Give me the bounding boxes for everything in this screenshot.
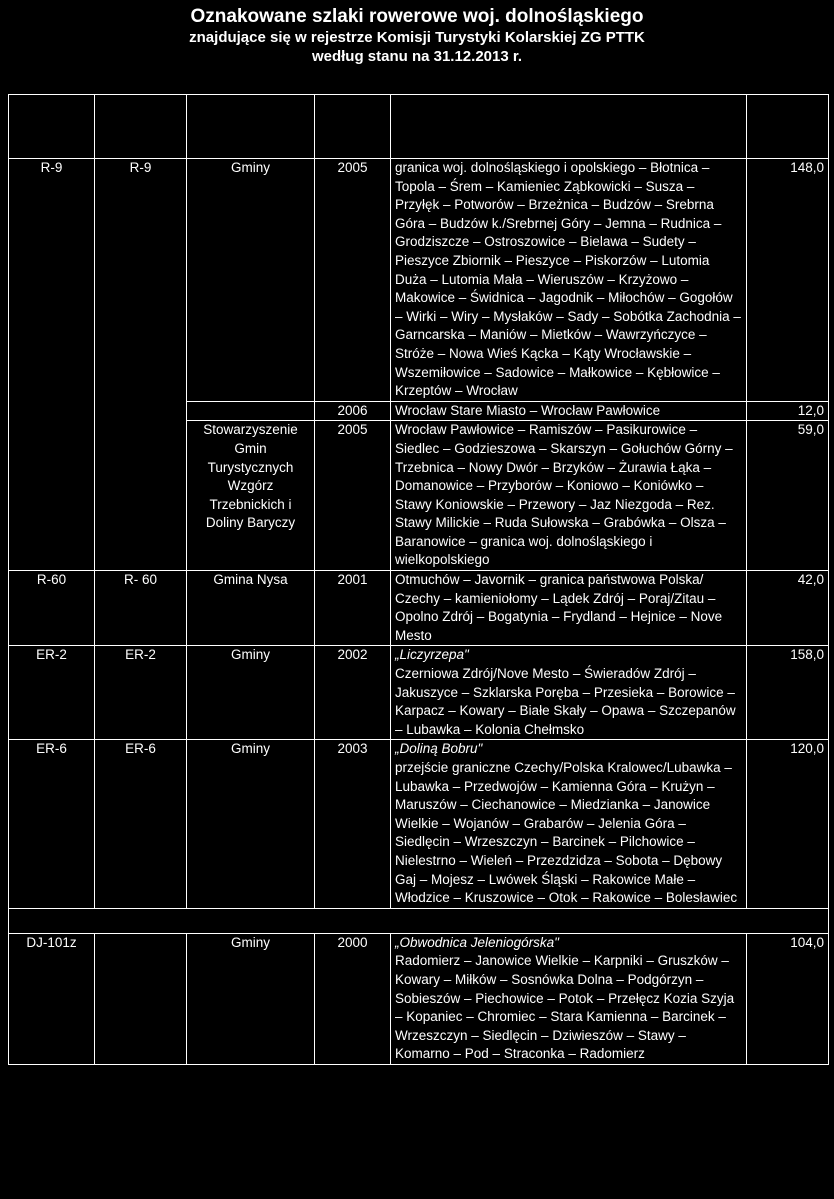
header-cell bbox=[187, 95, 315, 159]
trails-table bbox=[8, 94, 829, 1065]
header-cell bbox=[747, 95, 829, 159]
header-cell bbox=[95, 95, 187, 159]
table-row bbox=[9, 159, 829, 402]
trail-owner: Gminy bbox=[187, 933, 315, 1064]
trail-name: „Doliną Bobru" bbox=[395, 741, 483, 757]
table-row bbox=[9, 571, 829, 646]
trail-route-cell bbox=[391, 740, 747, 908]
document-date-line: według stanu na 31.12.2013 r. bbox=[311, 48, 523, 65]
trail-length: 158,0 bbox=[747, 646, 829, 740]
table-header-row bbox=[9, 95, 829, 159]
trail-owner: Stowarzyszenie Gmin Turystycznych Wzgórz Trzebnickich i Doliny Baryczy bbox=[187, 421, 315, 571]
trail-length: 120,0 bbox=[747, 740, 829, 908]
table-row bbox=[9, 740, 829, 908]
trail-code: R-60 bbox=[9, 571, 95, 646]
trail-owner: Gminy bbox=[187, 646, 315, 740]
trail-owner bbox=[187, 401, 315, 421]
trail-code-alt: R-9 bbox=[95, 159, 187, 571]
document-header bbox=[0, 0, 834, 94]
trail-year: 2001 bbox=[315, 571, 391, 646]
trail-length: 148,0 bbox=[747, 159, 829, 402]
trail-code: DJ-101z bbox=[9, 933, 95, 1064]
trail-route-cell bbox=[391, 933, 747, 1064]
trail-owner: Gmina Nysa bbox=[187, 571, 315, 646]
trail-route: Wrocław Pawłowice – Ramiszów – Pasikurowice – Siedlec – Godzieszowa – Skarszyn – Gołuchów Górny – Trzebnica – Nowy Dwór – Brzyków – Żurawia Łąka – Domanowice – Przyborów – Koniowo – Koniówko – Stawy Koniowskie – Przewory – Jaz Niezgoda – Rez. Stawy Milickie – Ruda Sułowska – Grabówka – Olsza – Baranowice – granica woj. dolnośląskiego i wielkopolskiego bbox=[391, 421, 747, 571]
document-title: Oznakowane szlaki rowerowe woj. dolnośląskiego bbox=[190, 6, 644, 27]
table-row bbox=[9, 646, 829, 740]
header-cell bbox=[315, 95, 391, 159]
trail-owner: Gminy bbox=[187, 740, 315, 908]
trail-code-alt: ER-6 bbox=[95, 740, 187, 908]
trail-code: ER-6 bbox=[9, 740, 95, 908]
trail-code-alt bbox=[95, 933, 187, 1064]
trail-route: Radomierz – Janowice Wielkie – Karpniki – Gruszków – Kowary – Miłków – Sosnówka Dolna – Podgórzyn – Sobieszów – Piechowice – Potok – Przełęcz Kozia Szyja – Kopaniec – Chromiec – Stara Kamienna – Barcinek – Wrzeszczyn – Siedlęcin – Dziwieszów – Stawy – Komarno – Pod – Straconka – Radomierz bbox=[395, 953, 735, 1062]
trail-code-alt: ER-2 bbox=[95, 646, 187, 740]
section-spacer-row bbox=[9, 908, 829, 933]
header-cell bbox=[391, 95, 747, 159]
trail-code: ER-2 bbox=[9, 646, 95, 740]
trail-code-alt: R- 60 bbox=[95, 571, 187, 646]
trail-year: 2000 bbox=[315, 933, 391, 1064]
trail-year: 2005 bbox=[315, 421, 391, 571]
trail-length: 12,0 bbox=[747, 401, 829, 421]
trail-route: Otmuchów – Javornik – granica państwowa Polska/ Czechy – kamieniołomy – Lądek Zdrój – Poraj/Zitau – Opolno Zdrój – Bogatynia – Frydland – Hejnice – Nove Mesto bbox=[391, 571, 747, 646]
trail-year: 2002 bbox=[315, 646, 391, 740]
trail-code: R-9 bbox=[9, 159, 95, 571]
trail-route-cell bbox=[391, 646, 747, 740]
trail-name: „Liczyrzepa" bbox=[395, 647, 469, 663]
trail-year: 2003 bbox=[315, 740, 391, 908]
table-row bbox=[9, 933, 829, 1064]
trail-year: 2006 bbox=[315, 401, 391, 421]
trail-route: Czerniowa Zdrój/Nove Mesto – Świeradów Zdrój – Jakuszyce – Szklarska Poręba – Przesieka – Borowice – Karpacz – Kowary – Białe Skały – Opawa – Szczepanów – Lubawka – Kolonia Chełmsko bbox=[395, 666, 736, 737]
trail-route: Wrocław Stare Miasto – Wrocław Pawłowice bbox=[391, 401, 747, 421]
header-cell bbox=[9, 95, 95, 159]
trail-length: 42,0 bbox=[747, 571, 829, 646]
section-spacer-cell bbox=[9, 908, 829, 933]
trail-route: granica woj. dolnośląskiego i opolskiego – Błotnica – Topola – Śrem – Kamieniec Ząbkowicki – Susza – Przyłęk – Potworów – Brzeżnica – Budzów – Srebrna Góra – Budzów k./Srebrnej Góry – Jemna – Rudnica – Grodziszcze – Ostroszowice – Bielawa – Sudety – Pieszyce Zbiornik – Pieszyce – Piskorzów – Lutomia Duża – Lutomia Mała – Wieruszów – Krzyżowo – Makowice – Świdnica – Jagodnik – Miłochów – Gogołów – Wirki – Wiry – Mysłaków – Sady – Sobótka Zachodnia – Garncarska – Maniów – Mietków – Wawrzyńczyce – Stróże – Nowa Wieś Kącka – Kąty Wrocławskie – Wszemiłowice – Sadowice – Małkowice – Kębłowice – Krzeptów – Wrocław bbox=[391, 159, 747, 402]
trail-name: „Obwodnica Jeleniogórska" bbox=[395, 934, 559, 950]
trail-route: przejście graniczne Czechy/Polska Kralowec/Lubawka – Lubawka – Przedwojów – Kamienna Góra – Krużyn – Maruszów – Ciechanowice – Miedzianka – Janowice Wielkie – Wojanów – Grabarów – Jelenia Góra – Siedlęcin – Wrzeszczyn – Barcinek – Pilchowice – Nielestrno – Wieleń – Przezdzidza – Sobota – Dębowy Gaj – Mojesz – Lwówek Śląski – Rakowice Małe – Włodzice – Kruszowice – Otok – Rakowice – Bolesławiec bbox=[395, 760, 738, 906]
trail-owner: Gminy bbox=[187, 159, 315, 402]
trail-length: 59,0 bbox=[747, 421, 829, 571]
trail-year: 2005 bbox=[315, 159, 391, 402]
document-subtitle: znajdujące się w rejestrze Komisji Turystyki Kolarskiej ZG PTTK bbox=[189, 29, 645, 46]
trail-length: 104,0 bbox=[747, 933, 829, 1064]
